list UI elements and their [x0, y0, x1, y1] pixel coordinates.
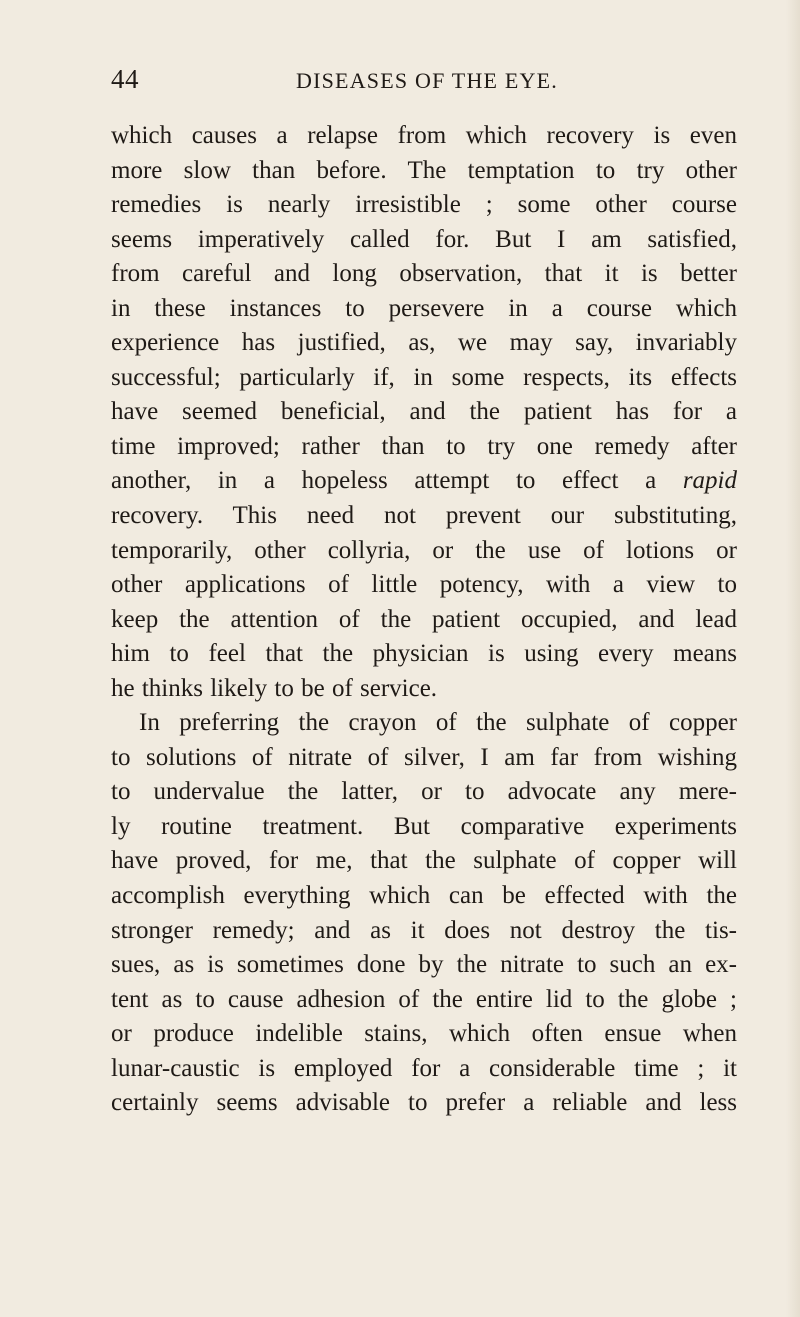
page-number: 44: [111, 64, 139, 94]
body-text: [111, 119, 737, 1121]
text-line: keep the attention of the patient occupied, and lead: [111, 605, 737, 633]
text-line: him to feel that the physician is using every means: [111, 640, 737, 668]
text-line: accomplish everything which can be effected with the: [111, 882, 737, 910]
text-line: seems imperatively called for. But I am satisfied,: [111, 225, 737, 253]
text-line-with-italic: [111, 464, 737, 499]
text-line: certainly seems advisable to prefer a reliable and less: [111, 1089, 737, 1117]
italic-word: rapid: [682, 467, 737, 495]
text-line: stronger remedy; and as it does not destroy the tis-: [111, 916, 737, 944]
paragraph-end-line: he thinks likely to be of service.: [111, 674, 438, 702]
text-line: other applications of little potency, with a view to: [111, 571, 737, 599]
text-line: more slow than before. The temptation to try other: [111, 156, 737, 184]
text-line: tent as to cause adhesion of the entire lid to the globe ;: [111, 985, 737, 1013]
text-line: experience has justified, as, we may say, invariably: [111, 329, 737, 357]
text-line: successful; particularly if, in some respects, its effects: [111, 363, 737, 391]
text-line: have seemed beneficial, and the patient has for a: [111, 398, 737, 426]
text-line: time improved; rather than to try one remedy after: [111, 432, 737, 460]
text-line: lunar-caustic is employed for a considerable time ; it: [111, 1054, 737, 1082]
text-line: recovery. This need not prevent our substituting,: [111, 502, 737, 530]
text-line: sues, as is sometimes done by the nitrate to such an ex-: [111, 951, 737, 979]
text-line: remedies is nearly irresistible ; some other course: [111, 191, 737, 219]
text-line: in these instances to persevere in a course which: [111, 294, 737, 322]
paragraph-start-line: In preferring the crayon of the sulphate of copper: [139, 709, 737, 737]
text-line: which causes a relapse from which recovery is even: [111, 122, 737, 149]
text-line: to undervalue the latter, or to advocate any mere-: [111, 778, 737, 806]
text-line: ly routine treatment. But comparative experiments: [111, 812, 737, 840]
text-line: from careful and long observation, that it is better: [111, 260, 737, 288]
text-line: or produce indelible stains, which often ensue when: [111, 1020, 737, 1048]
page-edge-shadow: [786, 0, 800, 1317]
text-line: to solutions of nitrate of silver, I am far from wishing: [111, 743, 737, 771]
running-head: [111, 64, 745, 94]
text-line: have proved, for me, that the sulphate of copper will: [111, 847, 737, 875]
text-line: temporarily, other collyria, or the use of lotions or: [111, 536, 737, 564]
running-title: DISEASES OF THE EYE.: [296, 68, 558, 93]
text-line-start: another, in a hopeless attempt to effect a: [111, 467, 657, 495]
